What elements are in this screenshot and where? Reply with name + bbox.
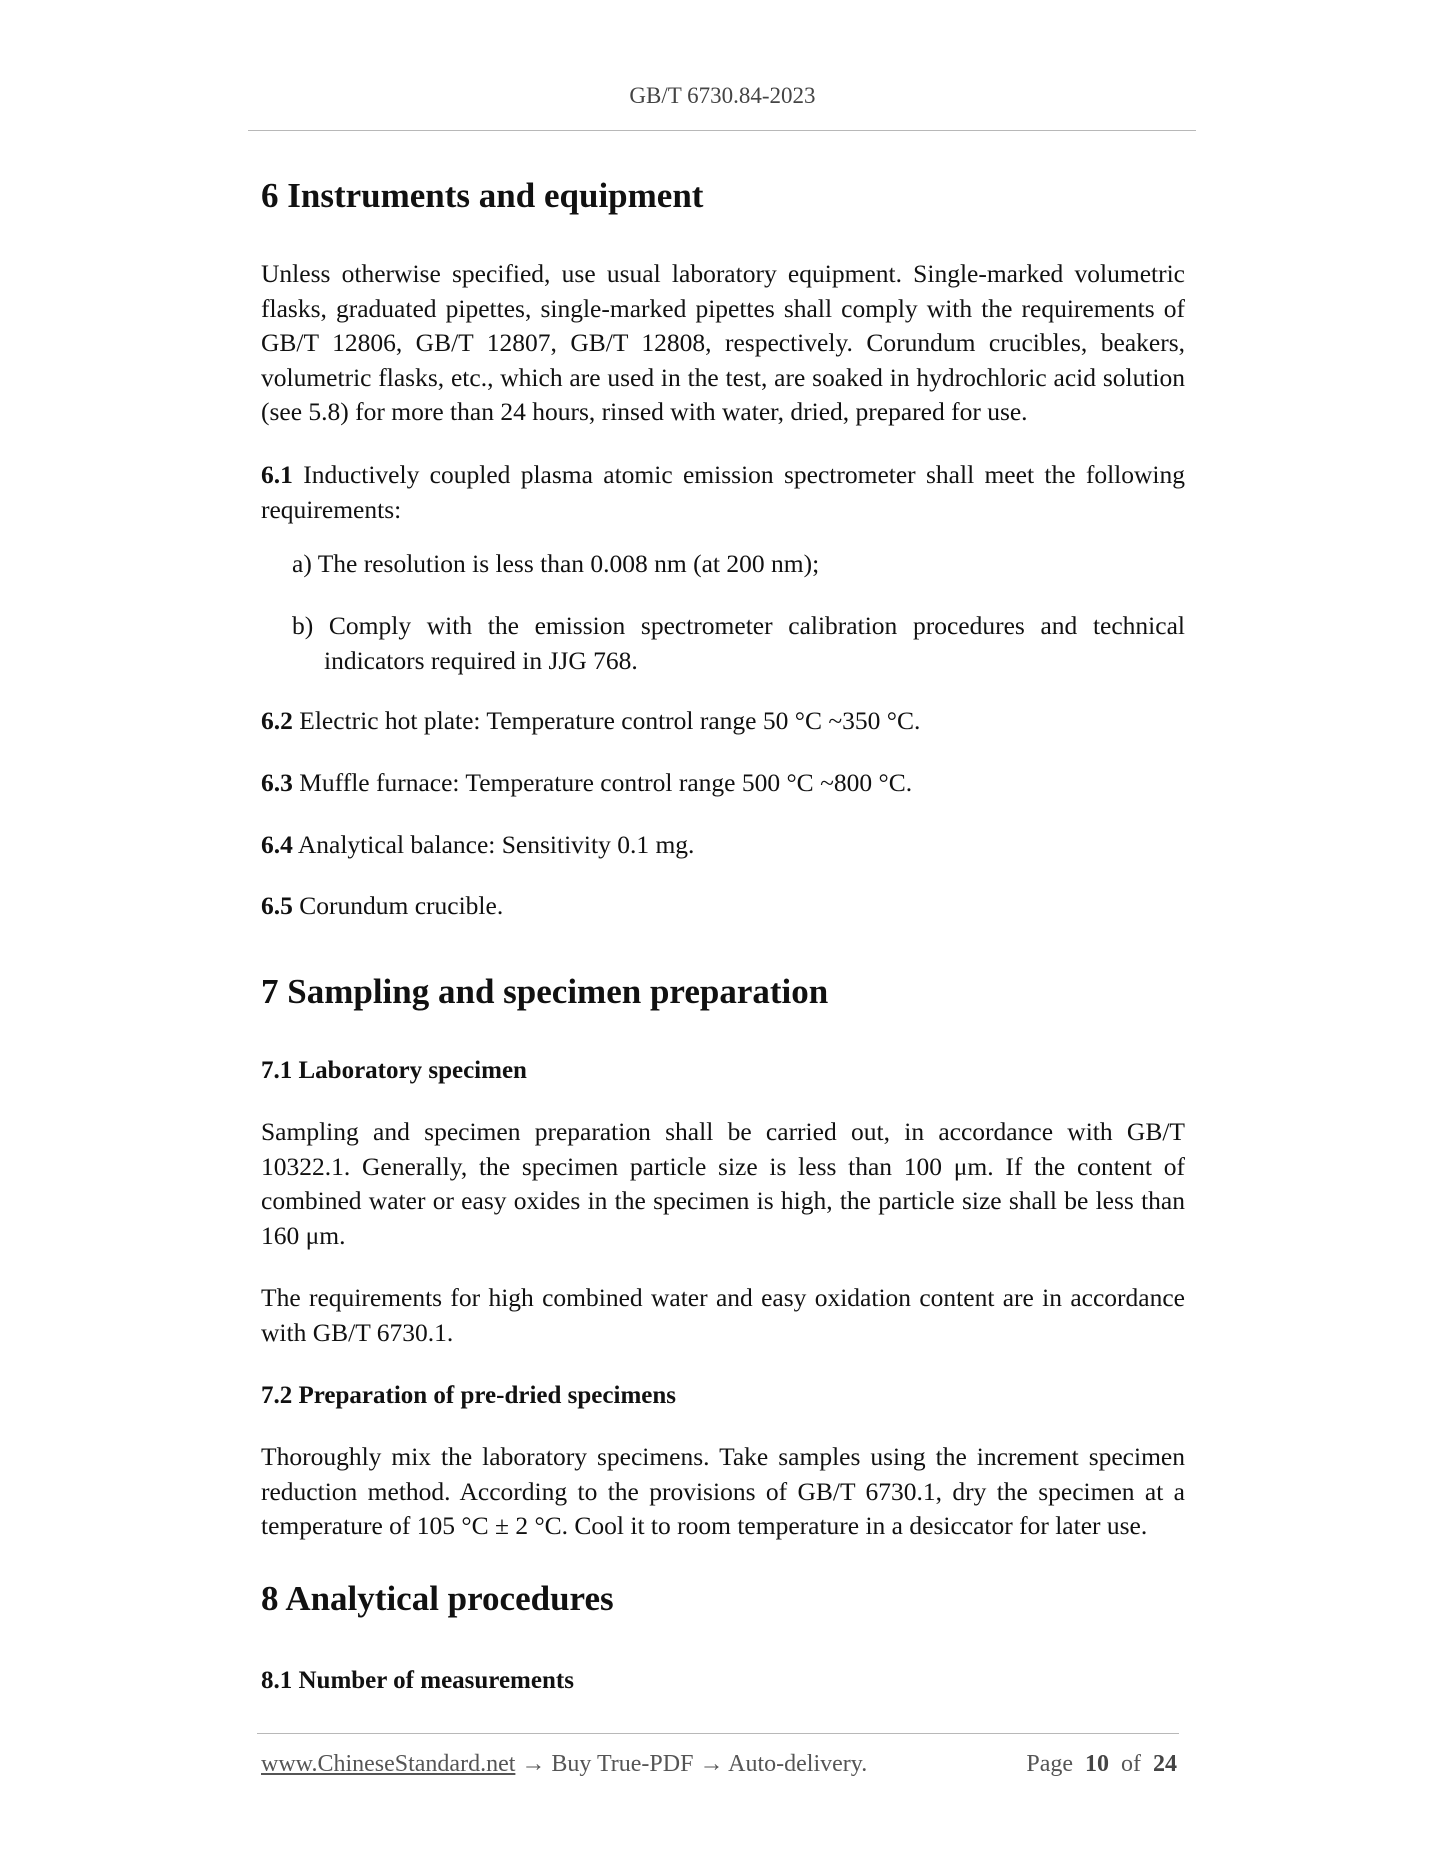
clause-text: Electric hot plate: Temperature control range 50 °C ~350 °C. bbox=[292, 706, 921, 735]
section-6-intro: Unless otherwise specified, use usual laboratory equipment. Single-marked volumetric flasks, graduated pipettes, single-marked pipettes shall comply with the requirements of GB/T 12806, GB/T 12807, GB/T 12808, respectively. Corundum crucibles, beakers, volumetric flasks, etc., which are used in the test, are soaked in hydrochloric acid solution (see 5.8) for more than 24 hours, rinsed with water, dried, prepared for use. bbox=[261, 259, 1185, 426]
subsection-7-1-heading: 7.1 Laboratory specimen bbox=[261, 1057, 527, 1084]
auto-delivery-text: Auto-delivery. bbox=[728, 1751, 868, 1777]
current-page-number: 10 bbox=[1085, 1751, 1109, 1777]
subsection-7-1-paragraph-2: The requirements for high combined water and easy oxidation content are in accordance with GB/T 6730.1. bbox=[261, 1283, 1185, 1347]
subsection-8-1-heading: 8.1 Number of measurements bbox=[261, 1667, 574, 1694]
page-label: Page bbox=[1026, 1751, 1073, 1777]
clause-number: 6.5 bbox=[261, 891, 293, 920]
clause-number: 6.2 bbox=[261, 706, 293, 735]
clause-number: 6.1 bbox=[261, 460, 293, 489]
clause-text: Muffle furnace: Temperature control range 500 °C ~800 °C. bbox=[292, 768, 913, 797]
clause-text: Corundum crucible. bbox=[292, 891, 504, 920]
buy-pdf-text: Buy True-PDF bbox=[551, 1751, 694, 1777]
of-label: of bbox=[1121, 1751, 1141, 1777]
subsection-7-2-paragraph: Thoroughly mix the laboratory specimens. Take samples using the increment specimen reduction method. According to the provisions of GB/T 6730.1, dry the specimen at a temperature of 105 °C ± 2 °C. Cool it to room temperature in a desiccator for later use. bbox=[261, 1442, 1185, 1540]
section-7-heading: 7 Sampling and specimen preparation bbox=[261, 972, 829, 1011]
list-item-b: b) Comply with the emission spectrometer calibration procedures and technical indicators required in JJG 768. bbox=[292, 611, 1185, 675]
clause-6-5 bbox=[261, 889, 1185, 924]
clause-number: 6.3 bbox=[261, 768, 293, 797]
clause-6-4 bbox=[261, 828, 1185, 863]
list-item-a: a) The resolution is less than 0.008 nm (at 200 nm); bbox=[292, 549, 820, 578]
header-divider bbox=[248, 130, 1196, 131]
section-6-heading: 6 Instruments and equipment bbox=[261, 176, 704, 215]
total-page-count: 24 bbox=[1153, 1751, 1177, 1777]
clause-6-1 bbox=[261, 458, 1185, 527]
clause-number: 6.4 bbox=[261, 830, 293, 859]
subsection-7-1-paragraph-1: Sampling and specimen preparation shall be carried out, in accordance with GB/T 10322.1. Generally, the specimen particle size is less than 100 μm. If the content of combined water or easy oxides in the specimen is high, the particle size shall be less than 160 μm. bbox=[261, 1117, 1185, 1250]
footer-promo bbox=[261, 1751, 867, 1778]
footer-divider bbox=[257, 1733, 1179, 1734]
section-8-heading: 8 Analytical procedures bbox=[261, 1579, 614, 1618]
page-indicator bbox=[1026, 1751, 1177, 1778]
subsection-7-2-heading: 7.2 Preparation of pre-dried specimens bbox=[261, 1382, 677, 1409]
arrow-icon: → bbox=[699, 1751, 724, 1777]
website-link[interactable]: www.ChineseStandard.net bbox=[261, 1751, 516, 1777]
document-id-header: GB/T 6730.84-2023 bbox=[629, 83, 816, 108]
clause-text: Inductively coupled plasma atomic emission spectrometer shall meet the following requirements: bbox=[261, 460, 1185, 524]
clause-text: Analytical balance: Sensitivity 0.1 mg. bbox=[292, 830, 695, 859]
clause-6-3 bbox=[261, 766, 1185, 801]
clause-6-2 bbox=[261, 704, 1185, 739]
arrow-icon: → bbox=[521, 1751, 546, 1777]
